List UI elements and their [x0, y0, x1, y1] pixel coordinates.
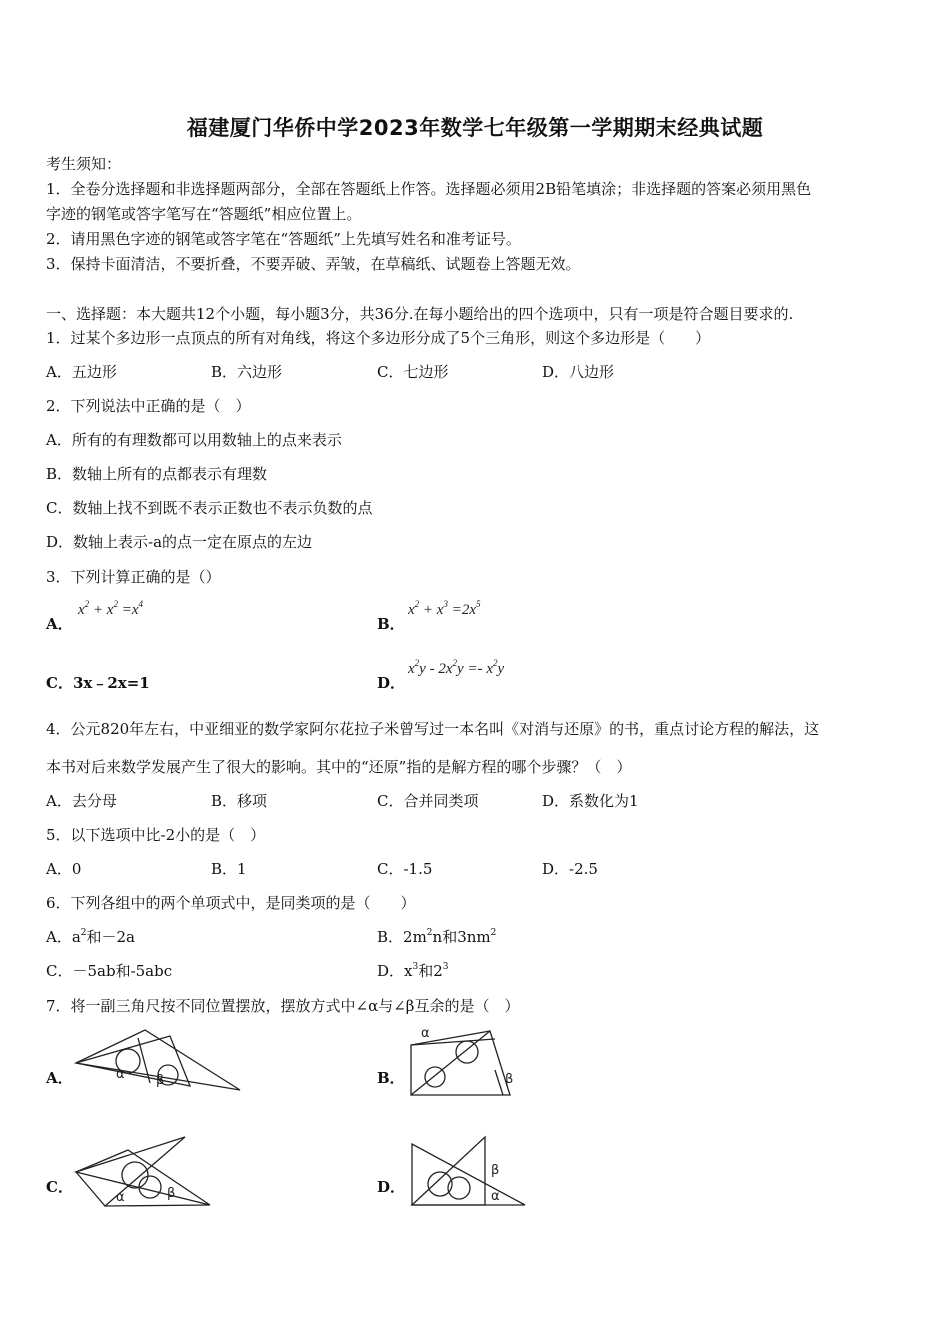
q1-option-c: C．七边形	[377, 363, 449, 381]
q2-stem: 2．下列说法中正确的是（ ）	[46, 397, 251, 415]
q5-option-d: D．-2.5	[542, 860, 598, 878]
exam-title: 福建厦门华侨中学2023年数学七年级第一学期期末经典试题	[186, 116, 764, 140]
q3-option-c: C．3x﹣2x=1	[46, 674, 150, 692]
q3-option-a-label: A．	[46, 615, 73, 633]
q7-option-a-label: A．	[46, 1069, 73, 1087]
q7-option-b-label: B．	[377, 1069, 405, 1087]
triangle-ruler-shape	[76, 1150, 210, 1205]
q4-option-b: B．移项	[211, 792, 268, 810]
ruler-hole-shape	[139, 1176, 161, 1198]
q7-figure-b	[405, 1025, 525, 1100]
ruler-edge-line	[495, 1070, 503, 1095]
q5-option-a: A．0	[46, 860, 82, 878]
q6-stem: 6．下列各组中的两个单项式中，是同类项的是（ ）	[46, 894, 416, 912]
q4-option-d: D．系数化为1	[542, 792, 639, 810]
q2-option-d: D．数轴上表示-a的点一定在原点的左边	[46, 533, 313, 551]
q1-stem: 1．过某个多边形一点顶点的所有对角线，将这个多边形分成了5个三角形，则这个多边形是（ ）	[46, 329, 711, 347]
beta-label: β	[505, 1072, 514, 1087]
q7-option-d-label: D．	[377, 1178, 406, 1196]
q1-option-a: A．五边形	[46, 363, 117, 381]
q4-option-a: A．去分母	[46, 792, 117, 810]
q7-option-c-label: C．	[46, 1178, 73, 1196]
ruler-hole-shape	[425, 1067, 445, 1087]
q2-option-b: B．数轴上所有的点都表示有理数	[46, 465, 268, 483]
beta-label: β	[156, 1073, 165, 1088]
q7-figure-d	[405, 1132, 535, 1212]
q3-stem: 3．下列计算正确的是（）	[46, 568, 221, 586]
beta-label: β	[167, 1186, 176, 1201]
alpha-label: α	[421, 1026, 430, 1041]
triangle-ruler-shape	[412, 1137, 485, 1205]
q7-figure-a	[70, 1028, 245, 1098]
q5-option-b: B．1	[211, 860, 247, 878]
q3-option-d-formula: $x^2y - 2x^2y =- x^2y$	[408, 658, 505, 677]
q3-option-a-formula: $x^2 + x^2 =x^4$	[78, 599, 144, 618]
q6-option-a: A．$a^2$和－2a	[46, 928, 136, 946]
alpha-label: α	[491, 1189, 500, 1204]
alpha-label: α	[116, 1067, 125, 1082]
ruler-hole-shape	[122, 1162, 148, 1188]
notice-line-2: 2．请用黑色字迹的钢笔或答字笔在“答题纸”上先填写姓名和准考证号。	[46, 230, 521, 248]
notice-heading: 考生须知：	[46, 155, 122, 173]
q3-option-b-label: B．	[377, 615, 405, 633]
notice-line-1a: 1．全卷分选择题和非选择题两部分，全部在答题纸上作答。选择题必须用2B铅笔填涂；非选择题的答案必须用黑色	[46, 180, 812, 198]
q3-option-b-formula: $x^2 + x^3 =2x^5$	[408, 599, 481, 618]
section-heading: 一、选择题：本大题共12个小题，每小题3分，共36分.在每小题给出的四个选项中，只有一项是符合题目要求的.	[46, 305, 794, 323]
q2-option-a: A．所有的有理数都可以用数轴上的点来表示	[46, 431, 342, 449]
q1-option-d: D．八边形	[542, 363, 615, 381]
ruler-edge-line	[105, 1205, 210, 1206]
q2-option-c: C．数轴上找不到既不表示正数也不表示负数的点	[46, 499, 373, 517]
q5-option-c: C．-1.5	[377, 860, 433, 878]
ruler-hole-shape	[456, 1041, 478, 1063]
q4-option-c: C．合并同类项	[377, 792, 479, 810]
q7-figure-c	[70, 1132, 220, 1212]
notice-line-3: 3．保持卡面清洁，不要折叠，不要弄破、弄皱，在草稿纸、试题卷上答题无效。	[46, 255, 581, 273]
q6-option-d: D．$x^3$和$2^3$	[377, 962, 449, 980]
q1-option-b: B．六边形	[211, 363, 283, 381]
q6-option-b: B．$2m^2n$和$3nm^2$	[377, 928, 497, 946]
beta-label: β	[491, 1163, 500, 1178]
alpha-label: α	[116, 1190, 125, 1205]
q3-option-d-label: D．	[377, 674, 406, 692]
q5-stem: 5．以下选项中比-2小的是（ ）	[46, 826, 266, 844]
q7-stem: 7．将一副三角尺按不同位置摆放，摆放方式中∠α与∠β互余的是（ ）	[46, 997, 520, 1015]
notice-line-1b: 字迹的钢笔或答字笔写在“答题纸”相应位置上。	[46, 205, 362, 223]
q6-option-c: C．－5ab和-5abc	[46, 962, 173, 980]
q4-stem-line-1: 4．公元820年左右，中亚细亚的数学家阿尔花拉子米曾写过一本名叫《对消与还原》的书，重点讨论方程的解法，这	[46, 720, 820, 738]
q4-stem-line-2: 本书对后来数学发展产生了很大的影响。其中的“还原”指的是解方程的哪个步骤？（ ）	[46, 758, 632, 776]
